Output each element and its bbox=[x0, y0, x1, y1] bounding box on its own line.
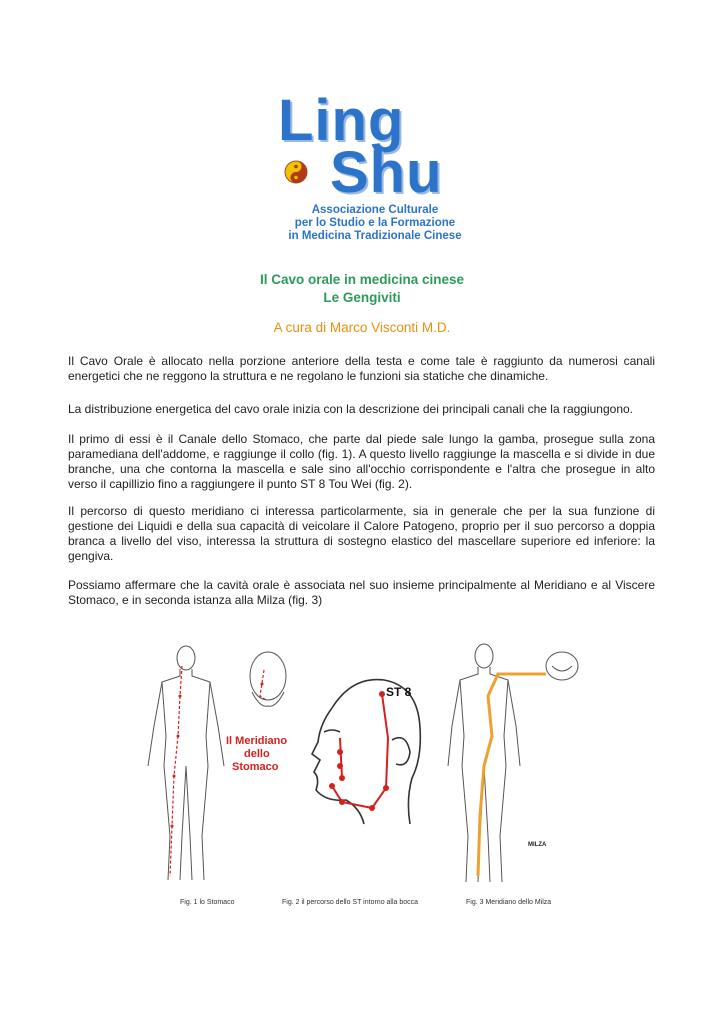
ling-shu-logo bbox=[248, 88, 478, 242]
paragraph: La distribuzione energetica del cavo orale inizia con la descrizione dei principali canali che la raggiungono. bbox=[68, 402, 634, 416]
figure-caption: Fig. 3 Meridiano dello Milza bbox=[466, 899, 552, 906]
figure-label-line: Il Meridiano bbox=[226, 735, 288, 747]
figure-stomach-meridian bbox=[140, 636, 300, 888]
author-line: A cura di Marco Visconti M.D. bbox=[273, 320, 451, 335]
figure-label-line: Stomaco bbox=[232, 761, 279, 773]
paragraph: Il primo di essi è il Canale dello Stomaco, che parte dal piede sale lungo la gamba, prosegue sulla zona paramediana dell'addome, e raggiunge il collo (fig. 1). A questo livello raggiunge la mascella e si divide in due branche, una che contorna la mascella e sale sino all'occhio corrispondente e l'altra che prosegue in alto verso il capillizio fino a raggiungere il punto ST 8 Tou Wei (fig. 2). bbox=[68, 432, 655, 491]
st8-point-label: ST 8 bbox=[386, 685, 412, 699]
paragraph: Possiamo affermare che la cavità orale è associata nel suo insieme principalmente al Meridiano e al Viscere Stomaco, e in seconda istanza alla Milza (fig. 3) bbox=[68, 578, 655, 607]
figure-caption: Fig. 1 lo Stomaco bbox=[180, 899, 235, 906]
acupoint-markers bbox=[329, 691, 389, 811]
paragraph: Il percorso di questo meridiano ci interessa particolarmente, sia in generale che per la sua funzione di gestione dei Liquidi e della sua capacità di veicolare il Calore Patogeno, proprio per il suo percorso a doppia branca a livello del viso, interessa la struttura di sostegno elastico del mascellare superiore ed inferiore: la gengiva. bbox=[68, 504, 655, 563]
logo-subtitle-line: per lo Studio e la Formazione bbox=[294, 217, 456, 229]
logo-subtitle-line: Associazione Culturale bbox=[311, 204, 439, 216]
figure-label bbox=[226, 735, 290, 773]
figure-label-line: dello bbox=[244, 748, 270, 760]
document-subtitle: Le Gengiviti bbox=[323, 290, 401, 305]
figure-spleen-meridian bbox=[438, 636, 582, 888]
yin-yang-icon bbox=[284, 160, 308, 184]
figure-label: MILZA bbox=[528, 842, 547, 848]
logo-subtitle bbox=[260, 204, 490, 243]
logo-word-shu: Shu bbox=[330, 140, 443, 205]
logo-subtitle-line: in Medicina Tradizionale Cinese bbox=[288, 230, 462, 242]
logo-word-ling: Ling bbox=[278, 88, 405, 153]
paragraph: Il Cavo Orale è allocato nella porzione anteriore della testa e come tale è raggiunto da numerosi canali energetici che ne reggono la struttura e ne regolano le funzioni sia statiche che dinamiche. bbox=[68, 354, 655, 383]
figure-st-path-mouth bbox=[302, 668, 434, 828]
figure-caption: Fig. 2 il percorso dello ST intorno alla bocca bbox=[282, 899, 419, 906]
document-title: Il Cavo orale in medicina cinese bbox=[259, 272, 465, 287]
